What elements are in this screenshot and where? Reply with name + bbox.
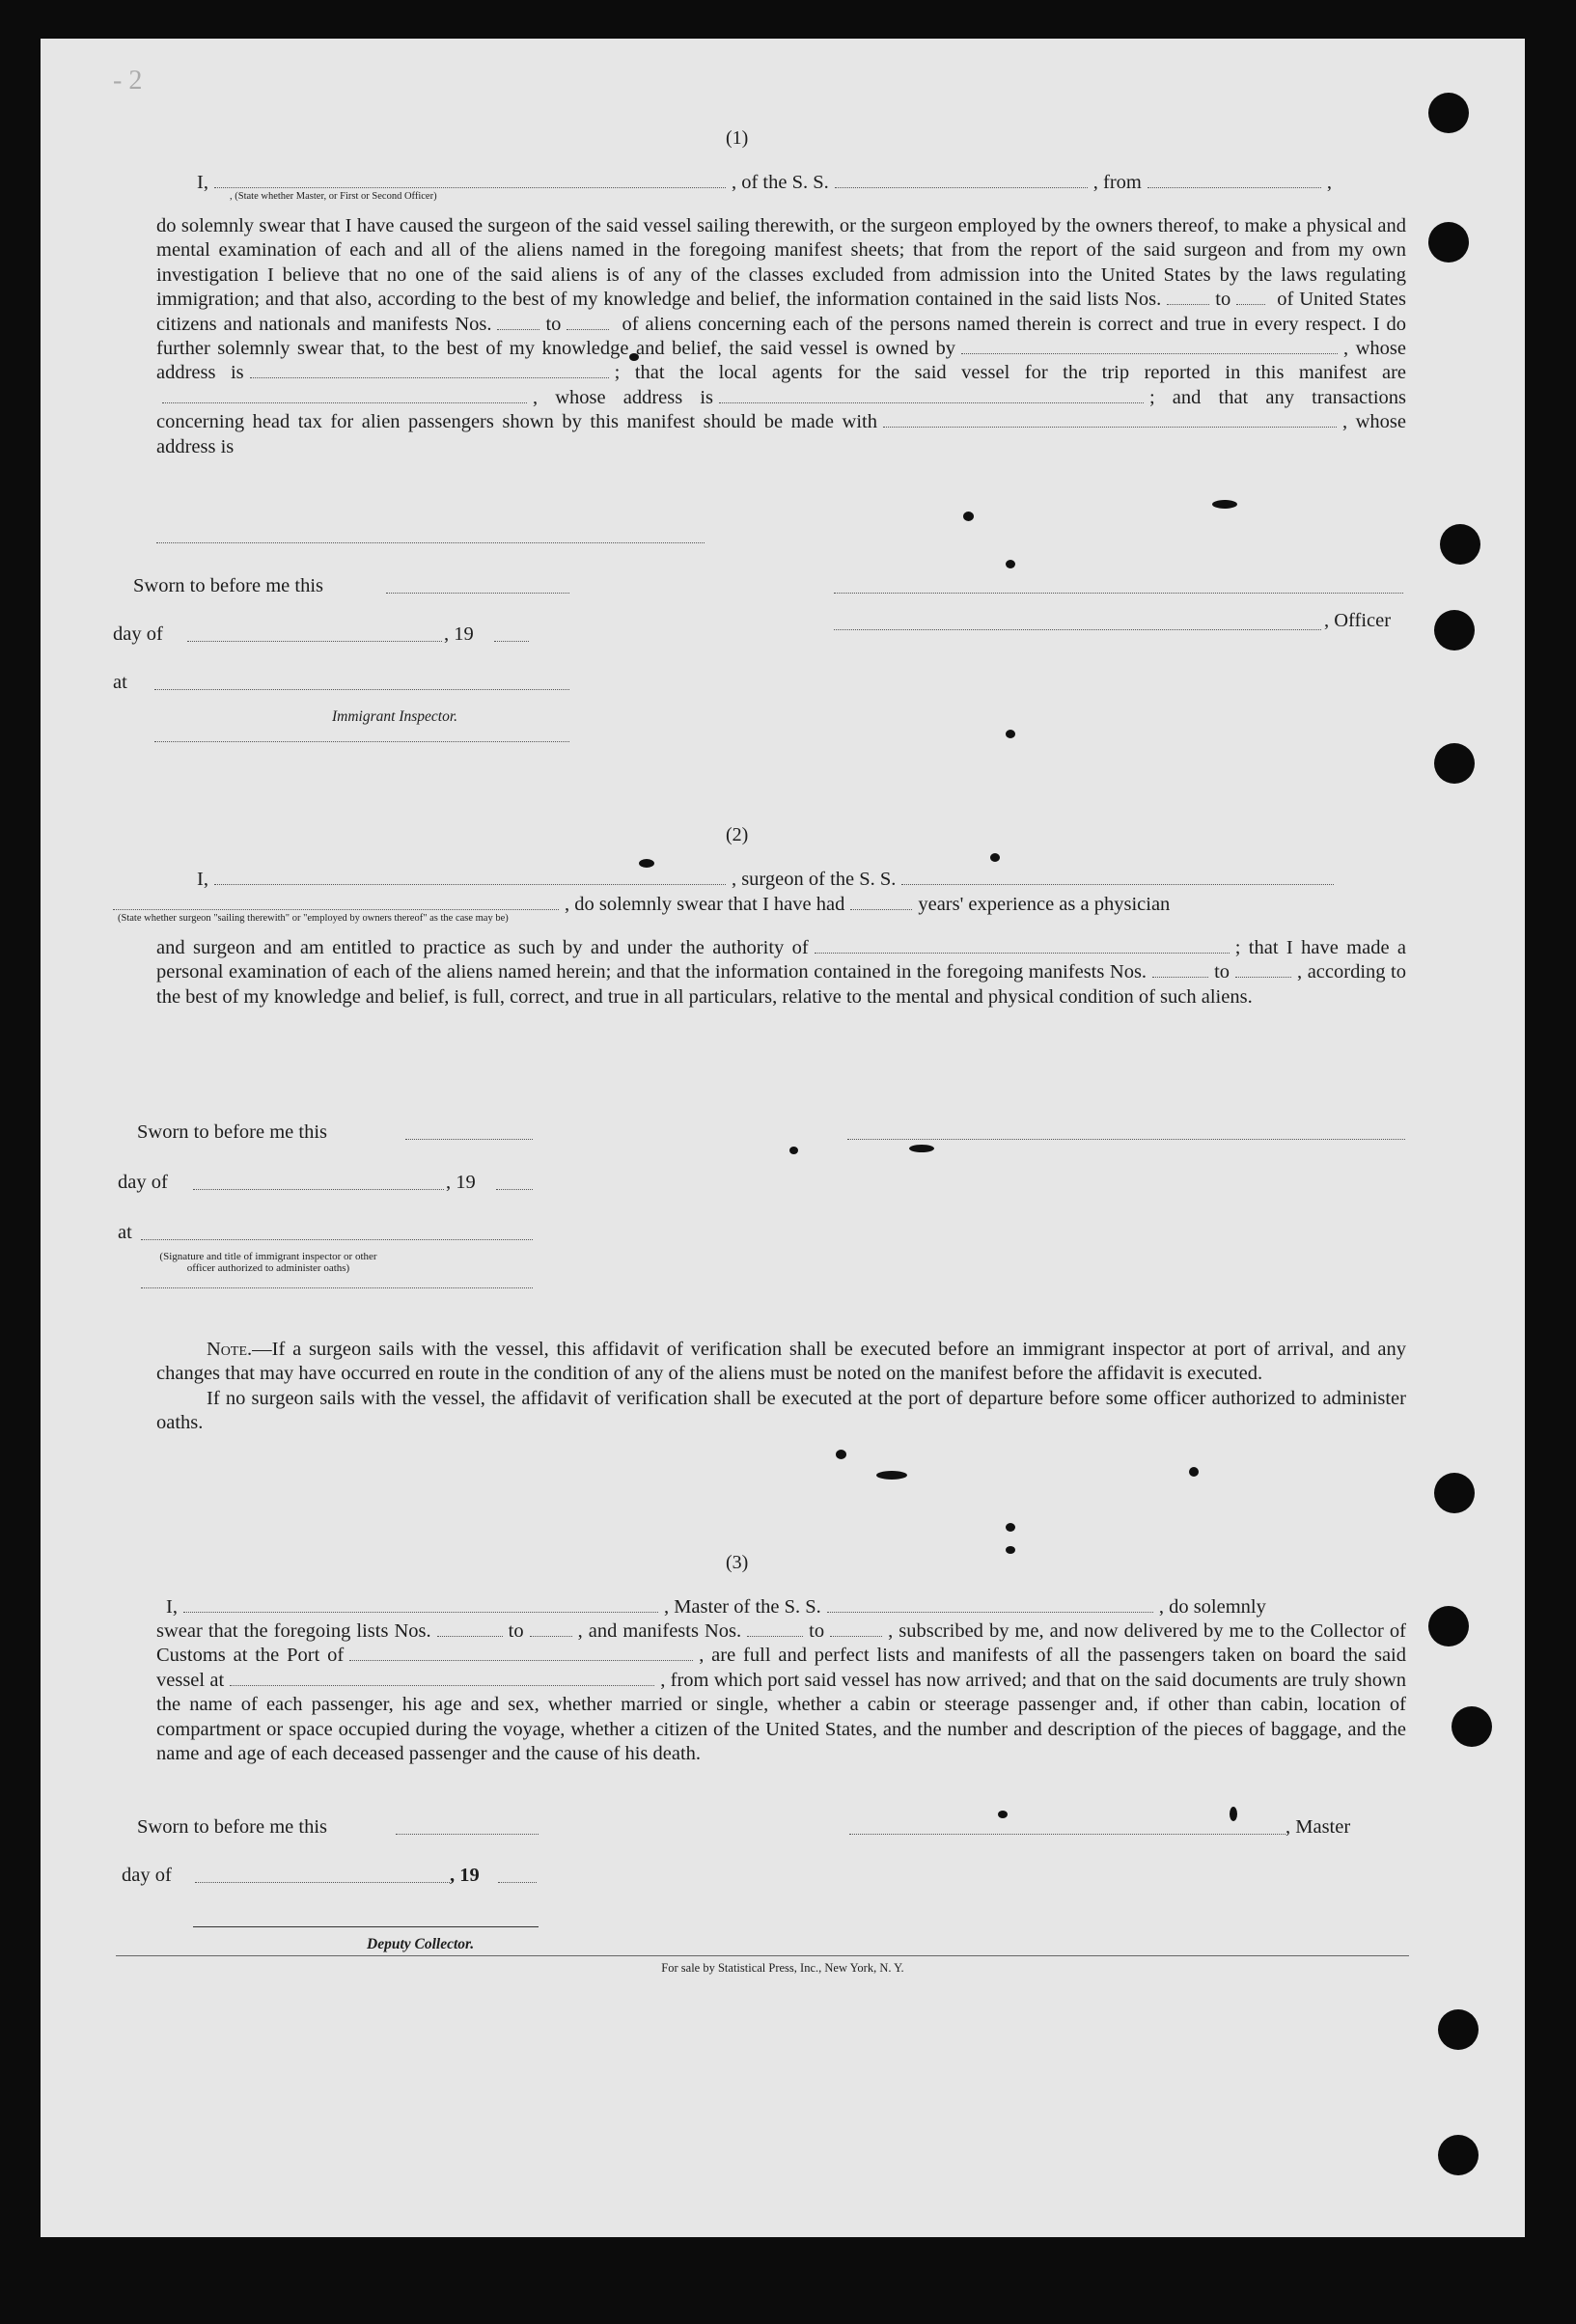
head-tax-address-field[interactable] — [156, 542, 705, 543]
s1-semicolon: ; — [614, 362, 621, 384]
s3-lists-to-field[interactable] — [530, 1635, 572, 1637]
note-text: —If a surgeon sails with the vessel, this affidavit of verification shall be executed before an immigrant inspector at port of arrival, and any changes that may have occurred en route in the condition of any of the aliens must be noted on the manifest before the affidavit is executed. — [156, 1339, 1406, 1385]
s3-manifests-all-text: manifests of all the passengers taken on board the said vessel at — [156, 1645, 1407, 1691]
s2-month-field[interactable] — [193, 1189, 444, 1190]
s2-officer-signature-field[interactable] — [141, 1287, 533, 1288]
years-experience-field[interactable] — [850, 908, 912, 910]
s1-signature-field[interactable] — [834, 593, 1403, 594]
s3-master-signature-field[interactable] — [849, 1834, 1286, 1835]
s3-subscribed-text: , subscribed by me, and now — [888, 1620, 1119, 1642]
s2-surgeon-of-label: , surgeon of the S. S. — [731, 869, 897, 890]
section-3-text — [156, 1619, 1406, 1766]
s2-i-label: I, — [197, 869, 208, 890]
s1-at-label: at — [113, 672, 127, 693]
s1-whose-address-1: , whose address is — [156, 338, 1406, 384]
ink-speck — [990, 853, 1000, 862]
agents-field[interactable] — [162, 401, 527, 403]
port-field[interactable] — [349, 1659, 693, 1661]
ink-speck — [963, 512, 974, 521]
deputy-collector-field[interactable] — [193, 1926, 539, 1927]
surgeon-status-field[interactable] — [113, 908, 559, 910]
s2-manifests-from-field[interactable] — [1152, 976, 1208, 978]
s1-whose-address-2: whose address is — [555, 386, 713, 408]
s3-manifests-text: , and manifests Nos. — [577, 1620, 742, 1642]
s1-officer-field[interactable] — [834, 629, 1321, 630]
s1-sworn-date-field[interactable] — [386, 593, 569, 594]
s2-signature-field[interactable] — [847, 1139, 1405, 1140]
s3-master-label: , Master — [1286, 1816, 1351, 1838]
ink-speck — [998, 1811, 1008, 1818]
s1-day-of-label: day of — [113, 623, 163, 645]
s3-port-text: port said vessel has now arrived; and that on the said documents are truly shown the name of each passenger, his age and sex, whether married or single, whether a cabin or steerage passenger and, if other than cabin, location of compartment or space occupied during the voyage, whether a citizen of the United States, and the number and description of the pieces of baggage, and the name and age of each deceased passenger and the cause of his death. — [156, 1669, 1406, 1765]
s1-sworn-label: Sworn to before me this — [133, 575, 323, 596]
form-sheet — [41, 39, 1525, 2237]
head-tax-contact-field[interactable] — [883, 426, 1337, 428]
s3-from-which-text: , from which — [660, 1669, 762, 1691]
punch-hole — [1438, 2135, 1479, 2175]
manifests-to-field[interactable] — [567, 328, 609, 330]
surgeon-name-field[interactable] — [214, 883, 726, 885]
ink-speck — [876, 1471, 907, 1480]
s1-of-ss-label: , of the S. S. — [731, 172, 829, 193]
s1-at-field[interactable] — [154, 689, 569, 690]
s3-manifests-to-field[interactable] — [830, 1635, 882, 1637]
s2-swear-label: , do solemnly swear that I have had — [565, 894, 845, 915]
s3-day-of-label: day of — [122, 1865, 172, 1886]
s1-inspector-signature-field[interactable] — [154, 741, 569, 742]
ink-speck — [1230, 1807, 1237, 1821]
footer-rule — [116, 1955, 1409, 1956]
s3-i-label: I, — [166, 1596, 178, 1618]
s2-year-label: , 19 — [446, 1172, 476, 1193]
s1-to-2: to — [545, 313, 562, 335]
punch-hole — [1438, 2009, 1479, 2050]
punch-hole — [1452, 1706, 1492, 1747]
section-1-text — [156, 214, 1406, 459]
s3-swear-text: swear that the foregoing lists Nos. — [156, 1620, 431, 1642]
s3-year-field[interactable] — [498, 1882, 537, 1883]
s2-examination-text: that I have made a personal examination of each of the aliens named herein; and that the information contained in the foregoing manifests Nos. — [156, 937, 1407, 983]
section-3-number: (3) — [726, 1552, 749, 1573]
lists-from-field[interactable] — [1167, 303, 1209, 305]
s3-full-text: , are full and perfect lists and — [699, 1645, 945, 1667]
s3-sworn-date-field[interactable] — [396, 1834, 539, 1835]
s3-to-2: to — [809, 1620, 825, 1642]
s2-manifests-to-field[interactable] — [1235, 976, 1291, 978]
ink-speck — [639, 859, 654, 868]
lists-to-field[interactable] — [1236, 303, 1265, 305]
s2-surgeon-note: (State whether surgeon "sailing therewith" or "employed by owners thereof" as the case may be) — [118, 913, 509, 924]
s1-year-field[interactable] — [494, 641, 529, 642]
s2-sworn-date-field[interactable] — [405, 1139, 533, 1140]
note-label: Note. — [207, 1339, 253, 1360]
owner-field[interactable] — [961, 352, 1338, 354]
s2-signature-note: (Signature and title of immigrant inspector or other officer authorized to administer oaths) — [159, 1251, 377, 1274]
s2-sworn-label: Sworn to before me this — [137, 1121, 327, 1143]
ink-speck — [789, 1147, 798, 1154]
section-1-number: (1) — [726, 127, 749, 149]
punch-hole — [1434, 610, 1475, 650]
vessel-name-field[interactable] — [835, 186, 1088, 188]
punch-hole — [1428, 93, 1469, 133]
boarding-port-field[interactable] — [230, 1684, 654, 1686]
deputy-collector-label: Deputy Collector. — [367, 1936, 475, 1952]
ink-speck — [1212, 500, 1237, 509]
s1-whose-address-3: , whose address is — [156, 411, 1406, 457]
s3-sworn-label: Sworn to before me this — [137, 1816, 327, 1838]
s2-at-field[interactable] — [141, 1239, 533, 1240]
s1-to-1: to — [1215, 289, 1231, 311]
note-2-text: If no surgeon sails with the vessel, the affidavit of verification shall be executed at the port of departure before some officer authorized to administer oaths. — [156, 1387, 1406, 1434]
officer-name-field[interactable] — [214, 186, 726, 188]
s3-vessel-field[interactable] — [827, 1611, 1153, 1613]
s2-semicolon: ; — [1234, 937, 1241, 958]
s2-according-text: , according to the best of my knowledge and belief, is full, correct, and true in all particulars, relative to the mental and physical condition of such aliens. — [156, 961, 1407, 1008]
s3-solemnly-label: , do solemnly — [1158, 1596, 1266, 1618]
s3-manifests-from-field[interactable] — [747, 1635, 803, 1637]
s1-month-field[interactable] — [187, 641, 442, 642]
printer-footer: For sale by Statistical Press, Inc., New York, N. Y. — [661, 1961, 904, 1975]
s1-inspector-label: Immigrant Inspector. — [332, 708, 458, 725]
ink-speck — [1006, 1523, 1015, 1532]
ink-speck — [1189, 1467, 1199, 1477]
s1-officer-note: , (State whether Master, or First or Second Officer) — [230, 191, 437, 202]
s3-lists-from-field[interactable] — [437, 1635, 503, 1637]
s1-i-label: I, — [197, 172, 208, 193]
s1-officer-label: , Officer — [1324, 610, 1392, 631]
s3-line1 — [166, 1596, 1266, 1618]
s2-line1 — [197, 869, 1340, 891]
s2-vessel-field[interactable] — [901, 883, 1334, 885]
ink-speck — [1006, 560, 1015, 568]
s2-at-label: at — [118, 1222, 132, 1243]
corner-mark: - 2 — [113, 66, 143, 96]
s1-transactions-text: ; and that any transactions concerning head tax for alien passengers shown by this manifest should be made with — [156, 386, 1406, 433]
s3-to-1: to — [508, 1620, 524, 1642]
s1-affidavit-text: do solemnly swear that I have caused the surgeon of the said vessel sailing therewith, or the surgeon employed by the owners thereof, to make a physical and mental examination of each and all of the aliens named in the foregoing manifest sheets; that from the report of the said surgeon and from my own investigation I believe that no one of the said aliens is of any of the classes excluded from admission into the United States by the laws regulating immigration; and that also, according to the best of my knowledge and belief, the information contained in the said lists Nos. — [156, 215, 1406, 311]
ink-speck — [909, 1145, 934, 1152]
s2-to: to — [1214, 961, 1230, 983]
authority-field[interactable] — [815, 952, 1230, 954]
section-2-number: (2) — [726, 824, 749, 845]
owner-address-field[interactable] — [250, 376, 609, 378]
s3-year-label: , 19 — [450, 1865, 480, 1886]
s1-aliens-text: of aliens concerning each of the persons named therein is correct and true in every respect. I do further solemnly swear that, to the best of my knowledge and belief, the said vessel is owned by — [156, 313, 1407, 360]
s2-years-label: years' experience as a physician — [918, 894, 1171, 915]
s3-month-field[interactable] — [195, 1882, 450, 1883]
from-port-field[interactable] — [1147, 186, 1321, 188]
punch-hole — [1428, 222, 1469, 263]
punch-hole — [1434, 743, 1475, 784]
s1-trailing-comma: , — [1326, 172, 1332, 193]
agents-address-field[interactable] — [719, 401, 1144, 403]
manifests-from-field[interactable] — [497, 328, 539, 330]
section-2-text — [156, 936, 1406, 1010]
punch-hole — [1440, 524, 1480, 565]
ink-speck — [1006, 730, 1015, 738]
s1-comma: , — [533, 386, 539, 408]
s2-authority-text: and surgeon and am entitled to practice as such by and under the authority of — [156, 937, 809, 958]
section-2-note — [156, 1338, 1406, 1436]
s3-delivered-text: delivered by me to the Collector of Customs at the Port of — [156, 1620, 1406, 1667]
s2-day-of-label: day of — [118, 1172, 168, 1193]
ink-speck — [1006, 1546, 1015, 1554]
s1-us-citizens-text: of United States citizens and nationals and manifests Nos. — [156, 289, 1406, 335]
ink-speck — [836, 1450, 846, 1459]
s1-from-label: , from — [1092, 172, 1142, 193]
s2-year-field[interactable] — [496, 1189, 533, 1190]
punch-hole — [1434, 1473, 1475, 1513]
s1-year-label: , 19 — [444, 623, 474, 645]
s3-master-of-label: , Master of the S. S. — [663, 1596, 821, 1618]
s1-agents-text: that the local agents for the said vessel for the trip reported in this manifest are — [634, 362, 1407, 384]
master-name-field[interactable] — [183, 1611, 658, 1613]
punch-hole — [1428, 1606, 1469, 1646]
